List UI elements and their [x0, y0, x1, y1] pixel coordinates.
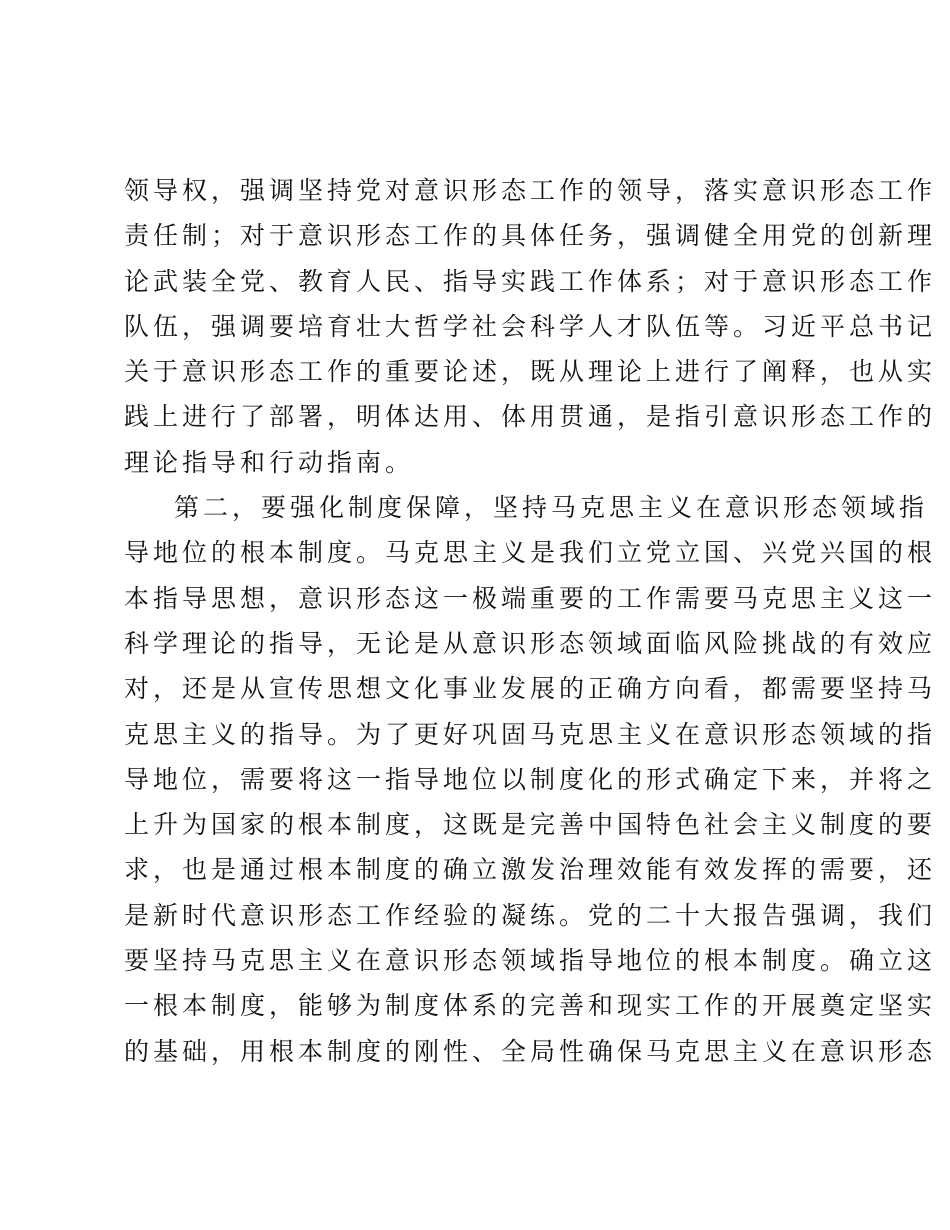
text-line: 对，还是从宣传思想文化事业发展的正确方向看，都需要坚持马 — [124, 674, 937, 704]
text-line: 科学理论的指导，无论是从意识形态领域面临风险挑战的有效应 — [124, 628, 937, 658]
text-line: 导地位的根本制度。马克思主义是我们立党立国、兴党兴国的根 — [124, 538, 937, 568]
text-line: 本指导思想，意识形态这一极端重要的工作需要马克思主义这一 — [124, 583, 937, 613]
text-line: 上升为国家的根本制度，这既是完善中国特色社会主义制度的要 — [124, 810, 937, 840]
text-line: 的基础，用根本制度的刚性、全局性确保马克思主义在意识形态 — [124, 1036, 937, 1066]
text-line: 一根本制度，能够为制度体系的完善和现实工作的开展奠定坚实 — [124, 991, 937, 1021]
text-line: 队伍，强调要培育壮大哲学社会科学人才队伍等。习近平总书记 — [124, 311, 937, 341]
text-line: 关于意识形态工作的重要论述，既从理论上进行了阐释，也从实 — [124, 357, 937, 387]
text-line: 领导权，强调坚持党对意识形态工作的领导，落实意识形态工作 — [124, 176, 937, 205]
text-line: 责任制；对于意识形态工作的具体任务，强调健全用党的创新理 — [124, 221, 937, 251]
body-text — [124, 168, 937, 1074]
text-line: 求，也是通过根本制度的确立激发治理效能有效发挥的需要，还 — [124, 855, 937, 885]
text-line: 克思主义的指导。为了更好巩固马克思主义在意识形态领域的指 — [124, 719, 937, 749]
text-line: 是新时代意识形态工作经验的凝练。党的二十大报告强调，我们 — [124, 900, 937, 930]
text-line: 论武装全党、教育人民、指导实践工作体系；对于意识形态工作 — [124, 266, 937, 296]
text-line: 践上进行了部署，明体达用、体用贯通，是指引意识形态工作的 — [124, 402, 937, 432]
text-line: 理论指导和行动指南。 — [124, 447, 415, 477]
text-line: 导地位，需要将这一指导地位以制度化的形式确定下来，并将之 — [124, 764, 937, 794]
text-line: 要坚持马克思主义在意识形态领域指导地位的根本制度。确立这 — [124, 946, 937, 976]
paragraph-start-line: 第二，要强化制度保障，坚持马克思主义在意识形态领域指 — [174, 493, 929, 523]
